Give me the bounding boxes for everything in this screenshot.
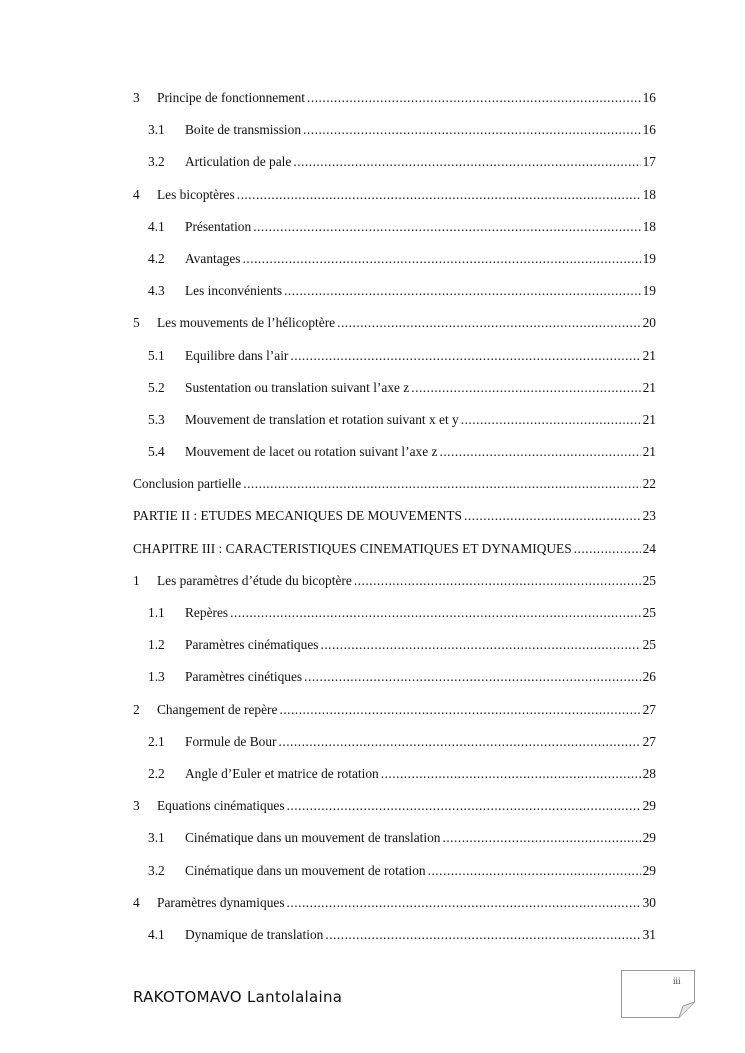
- toc-entry-title: Les bicoptères: [157, 186, 235, 202]
- toc-entry[interactable]: [133, 597, 656, 629]
- toc-entry[interactable]: [133, 404, 656, 436]
- toc-entry[interactable]: [133, 275, 656, 307]
- toc-dot-leader: [284, 275, 641, 307]
- toc-entry[interactable]: [133, 436, 656, 468]
- toc-dot-leader: [439, 436, 640, 468]
- toc-entry[interactable]: [133, 790, 656, 822]
- toc-entry[interactable]: [133, 500, 656, 532]
- toc-entry[interactable]: [133, 468, 656, 500]
- toc-dot-leader: [287, 790, 641, 822]
- toc-entry-page: 25: [642, 605, 656, 620]
- toc-dot-leader: [411, 372, 640, 404]
- toc-entry-number: 5.4: [148, 444, 165, 460]
- toc-entry-number: 1.1: [148, 605, 165, 620]
- toc-entry-title: Principe de fonctionnement: [157, 90, 305, 105]
- toc-entry[interactable]: [133, 565, 656, 597]
- toc-dot-leader: [230, 597, 640, 629]
- toc-dot-leader: [428, 855, 641, 887]
- toc-dot-leader: [307, 82, 641, 114]
- toc-entry[interactable]: [133, 694, 656, 726]
- toc-entry-page: 16: [642, 122, 656, 138]
- toc-entry-page: 16: [642, 90, 656, 105]
- toc-dot-leader: [279, 726, 641, 758]
- toc-entry-title: Les mouvements de l’hélicoptère: [157, 315, 336, 331]
- toc-dot-leader: [337, 307, 641, 339]
- toc-entry-page: 29: [642, 862, 656, 878]
- toc-entry-title: Sustentation ou translation suivant l’axe z: [185, 379, 410, 395]
- toc-entry-number: 1: [133, 572, 140, 588]
- toc-entry[interactable]: [133, 211, 656, 243]
- toc-entry-page: 21: [642, 444, 656, 460]
- toc-entry-page: 18: [642, 186, 656, 202]
- toc-entry-page: 29: [642, 798, 656, 814]
- toc-entry[interactable]: [133, 243, 656, 275]
- toc-entry-page: 28: [642, 765, 656, 781]
- page-corner-fold-icon: [621, 970, 695, 1018]
- toc-entry-page: 26: [642, 669, 656, 685]
- toc-entry-number: 5.3: [148, 411, 165, 427]
- toc-entry-page: 21: [642, 411, 656, 427]
- toc-entry-page: 18: [642, 218, 656, 234]
- toc-entry[interactable]: [133, 307, 656, 339]
- toc-entry-title: Mouvement de translation et rotation suivant x et y: [185, 411, 459, 427]
- toc-entry-title: Equations cinématiques: [157, 798, 285, 814]
- toc-entry-page: 23: [642, 508, 656, 524]
- toc-dot-leader: [303, 114, 641, 146]
- toc-entry[interactable]: [133, 822, 656, 854]
- toc-entry-number: 4.2: [148, 250, 165, 266]
- toc-entry-title: CHAPITRE III : CARACTERISTIQUES CINEMATIQUES ET DYNAMIQUES: [133, 540, 572, 556]
- toc-entry[interactable]: [133, 146, 656, 178]
- toc-entry[interactable]: [133, 372, 656, 404]
- toc-entry-title: Les inconvénients: [185, 283, 283, 299]
- toc-dot-leader: [279, 694, 640, 726]
- toc-entry-title: Angle d’Euler et matrice de rotation: [185, 765, 379, 781]
- toc-dot-leader: [304, 661, 640, 693]
- toc-entry-page: 22: [642, 476, 656, 492]
- toc-entry-page: 24: [642, 540, 656, 556]
- toc-entry-page: 30: [642, 894, 656, 910]
- toc-entry-title: Paramètres cinétiques: [185, 669, 303, 685]
- toc-entry-number: 4.3: [148, 283, 165, 299]
- toc-entry-page: 29: [642, 830, 656, 846]
- toc-dot-leader: [574, 533, 641, 565]
- toc-entry-page: 17: [642, 154, 656, 170]
- toc-entry-page: 27: [642, 701, 656, 717]
- toc-entry-title: Les paramètres d’étude du bicoptère: [157, 572, 352, 588]
- toc-entry-number: 4: [133, 186, 140, 202]
- toc-entry-number: 4.1: [148, 926, 165, 942]
- toc-entry-title: Equilibre dans l’air: [185, 347, 289, 363]
- toc-entry-title: Cinématique dans un mouvement de rotation: [185, 862, 426, 878]
- toc-dot-leader: [325, 919, 640, 951]
- toc-dot-leader: [464, 500, 641, 532]
- toc-entry-number: 3.2: [148, 862, 165, 878]
- toc-entry-number: 1.3: [148, 669, 165, 685]
- toc-dot-leader: [243, 468, 640, 500]
- toc-entry-number: 3.1: [148, 122, 165, 138]
- toc-entry[interactable]: [133, 340, 656, 372]
- toc-entry-number: 4.1: [148, 218, 165, 234]
- toc-entry-page: 21: [642, 379, 656, 395]
- toc-entry[interactable]: [133, 114, 656, 146]
- toc-dot-leader: [237, 179, 641, 211]
- toc-entry-title: Repères: [185, 605, 229, 620]
- toc-entry-number: 5.1: [148, 347, 165, 363]
- toc-entry[interactable]: [133, 887, 656, 919]
- toc-entry-page: 21: [642, 347, 656, 363]
- toc-entry[interactable]: [133, 726, 656, 758]
- toc-entry-page: 19: [642, 283, 656, 299]
- toc-dot-leader: [243, 243, 641, 275]
- toc-entry-title: Conclusion partielle: [133, 476, 242, 492]
- toc-entry-title: Présentation: [185, 218, 252, 234]
- table-of-contents: [133, 82, 656, 951]
- toc-entry-title: Mouvement de lacet ou rotation suivant l’axe z: [185, 444, 438, 460]
- toc-entry-number: 5: [133, 315, 140, 331]
- toc-entry[interactable]: [133, 661, 656, 693]
- toc-entry[interactable]: [133, 758, 656, 790]
- toc-entry-title: Boite de transmission: [185, 122, 302, 138]
- toc-entry[interactable]: [133, 919, 656, 951]
- toc-entry-title: Paramètres dynamiques: [157, 894, 285, 910]
- toc-dot-leader: [381, 758, 641, 790]
- toc-entry-number: 3: [133, 90, 140, 105]
- toc-entry-number: 3.2: [148, 154, 165, 170]
- toc-entry-number: 4: [133, 894, 140, 910]
- toc-entry[interactable]: [133, 629, 656, 661]
- author-name: RAKOTOMAVO Lantolalaina: [133, 988, 343, 1006]
- toc-entry-title: Cinématique dans un mouvement de translation: [185, 830, 441, 846]
- toc-entry-title: Articulation de pale: [185, 154, 292, 170]
- toc-entry-page: 25: [642, 572, 656, 588]
- toc-entry[interactable]: [133, 179, 656, 211]
- toc-entry[interactable]: [133, 855, 656, 887]
- toc-entry-number: 2: [133, 701, 140, 717]
- toc-dot-leader: [354, 565, 641, 597]
- toc-entry[interactable]: [133, 82, 656, 114]
- toc-dot-leader: [293, 146, 640, 178]
- toc-entry-number: 3: [133, 798, 140, 814]
- toc-dot-leader: [320, 629, 640, 661]
- toc-entry-number: 3.1: [148, 830, 165, 846]
- toc-entry-page: 27: [642, 733, 656, 749]
- toc-entry-page: 25: [642, 637, 656, 653]
- page-number: iii: [673, 976, 681, 986]
- toc-entry-page: 31: [642, 926, 656, 942]
- toc-entry-title: Paramètres cinématiques: [185, 637, 319, 653]
- toc-entry-number: 5.2: [148, 379, 165, 395]
- toc-dot-leader: [253, 211, 640, 243]
- toc-entry-page: 20: [642, 315, 656, 331]
- toc-entry-title: Dynamique de translation: [185, 926, 324, 942]
- toc-entry[interactable]: [133, 533, 656, 565]
- toc-entry-number: 2.1: [148, 733, 165, 749]
- toc-entry-title: Formule de Bour: [185, 733, 277, 749]
- toc-dot-leader: [442, 822, 640, 854]
- toc-entry-number: 2.2: [148, 765, 165, 781]
- toc-dot-leader: [290, 340, 640, 372]
- toc-entry-title: Changement de repère: [157, 701, 278, 717]
- toc-dot-leader: [287, 887, 641, 919]
- toc-entry-title: Avantages: [185, 250, 241, 266]
- toc-entry-page: 19: [642, 250, 656, 266]
- toc-entry-title: PARTIE II : ETUDES MECANIQUES DE MOUVEMENTS: [133, 508, 462, 524]
- toc-dot-leader: [461, 404, 641, 436]
- toc-entry-number: 1.2: [148, 637, 165, 653]
